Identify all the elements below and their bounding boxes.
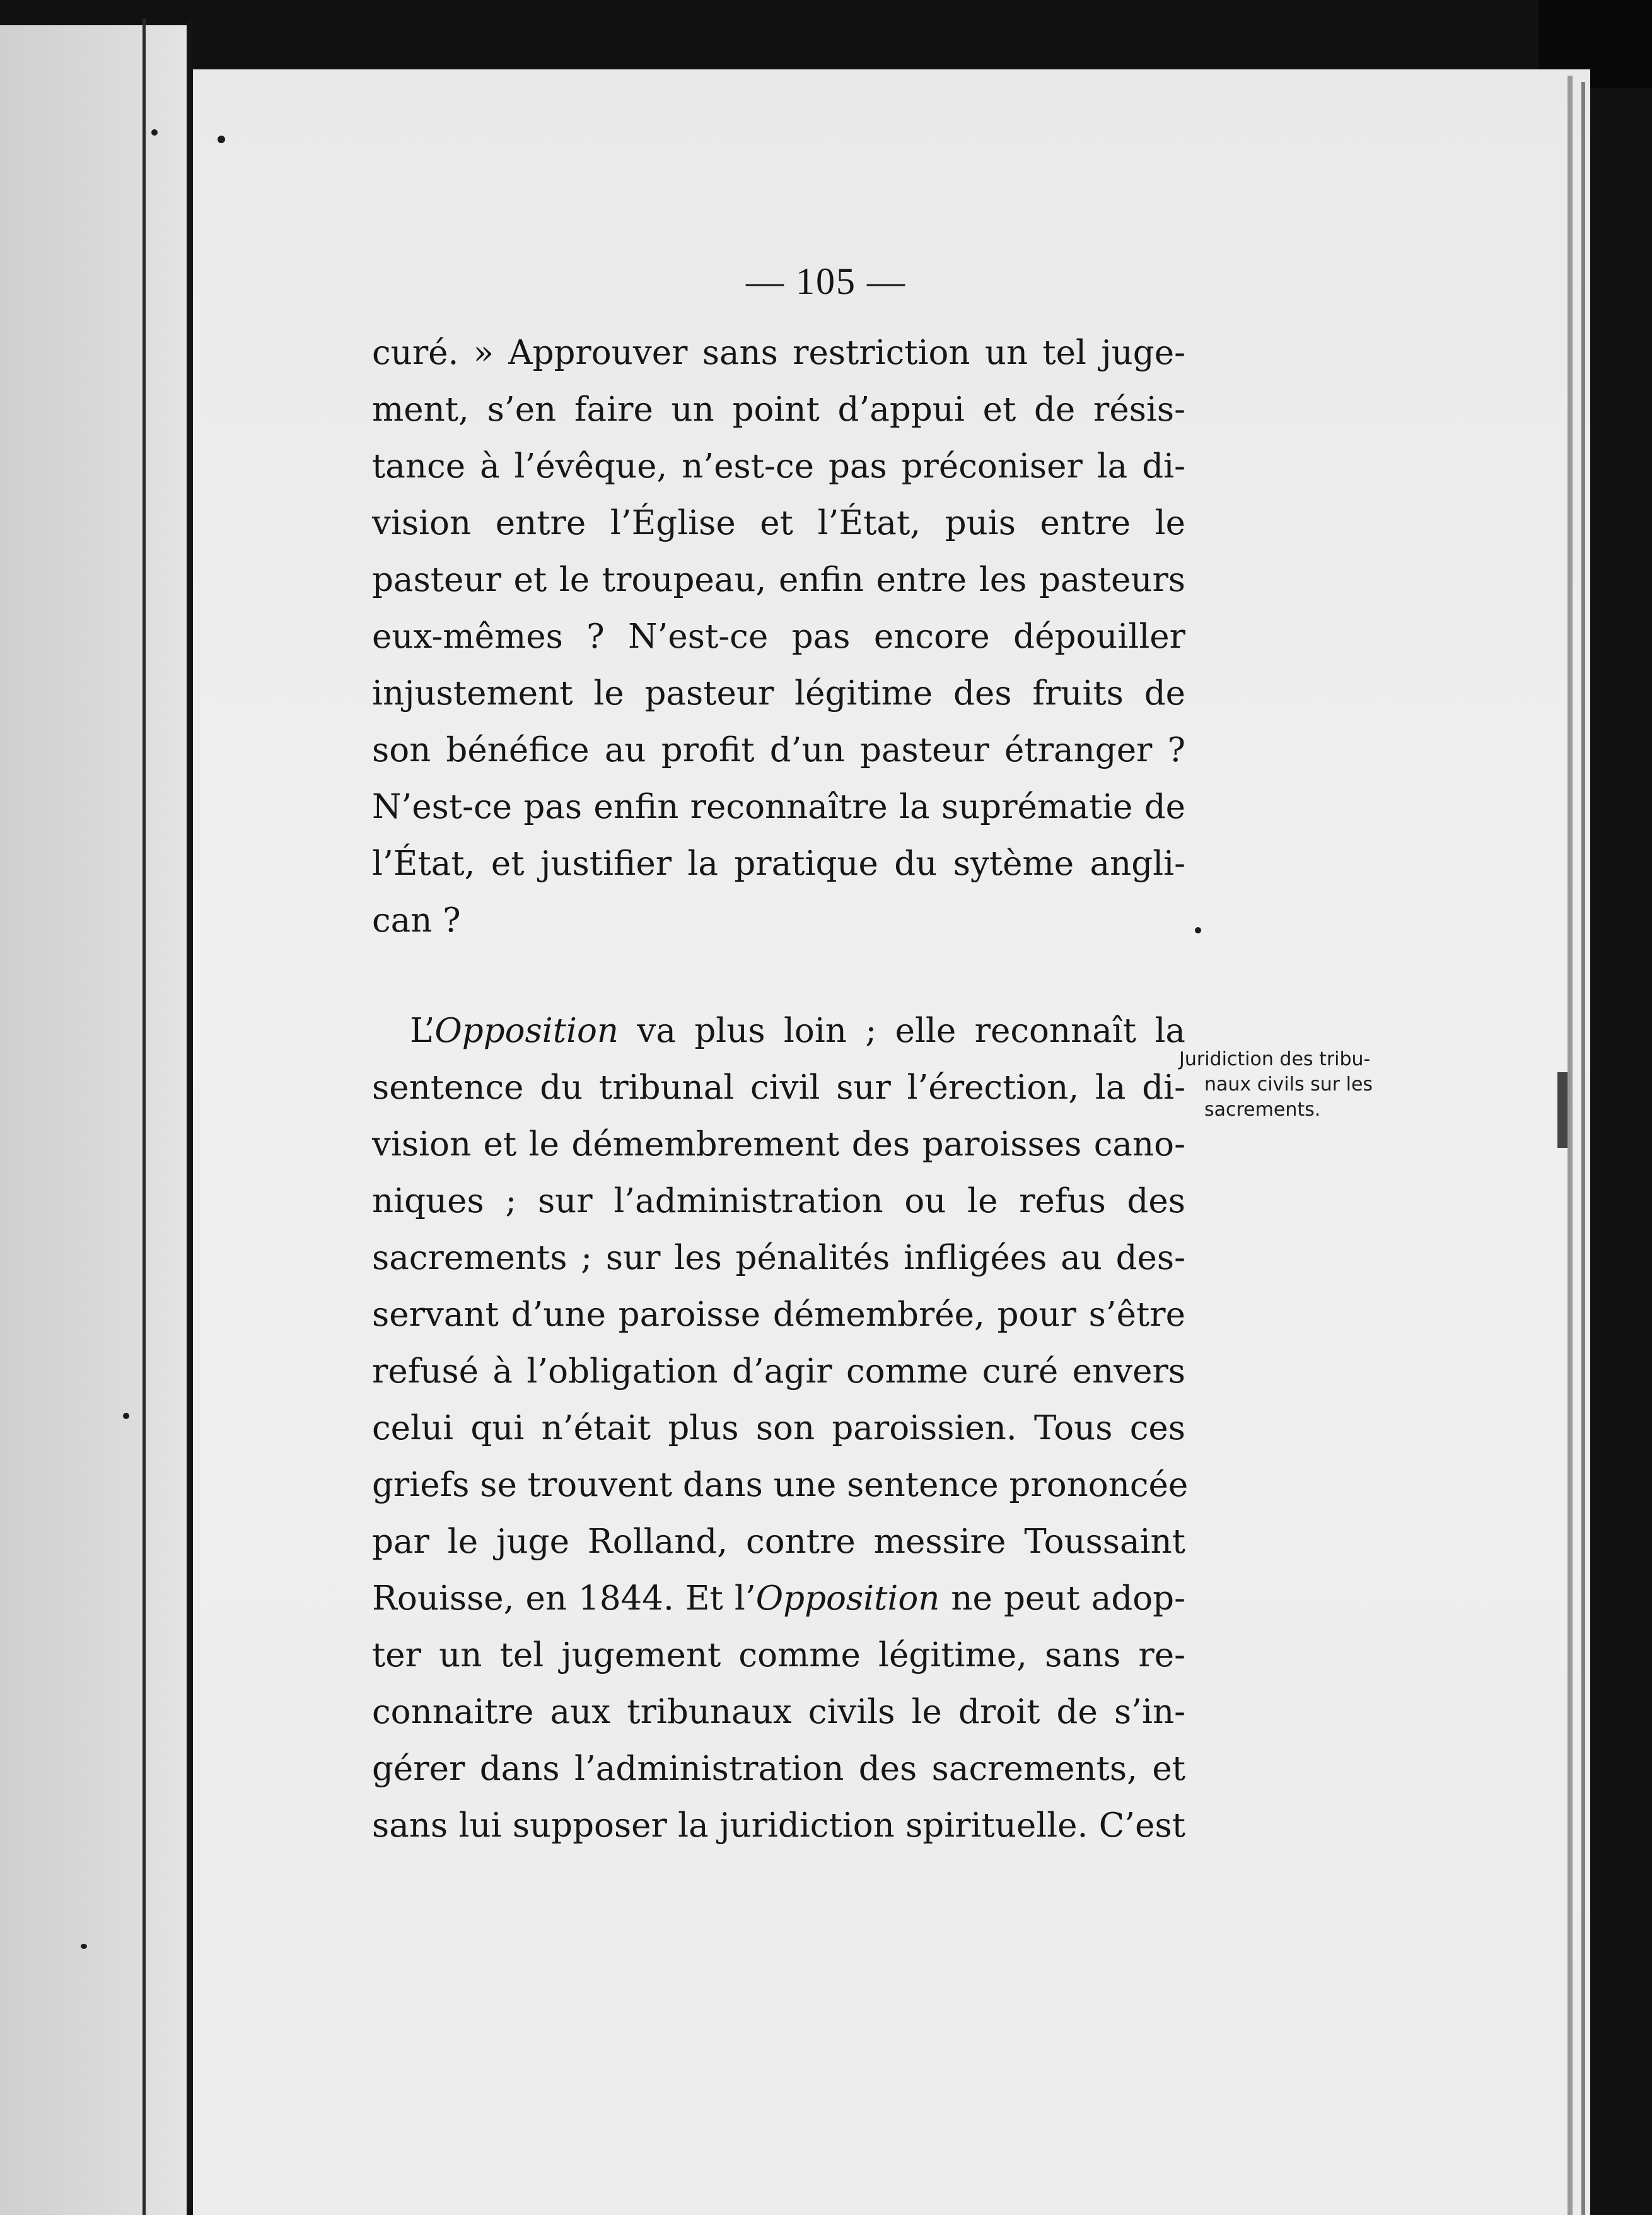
text-line: connaitre aux tribunaux civils le droit de s’in- (372, 1693, 1185, 1731)
text-line: tance à l’évêque, n’est-ce pas préconiser la di- (372, 447, 1185, 486)
text-fragment: Rouisse, en 1844. Et l’ (372, 1579, 756, 1618)
italic-title: Opposition (755, 1579, 940, 1618)
dust-speck (123, 1413, 129, 1419)
text-line: gérer dans l’administration des sacrements, et (372, 1750, 1185, 1788)
text-line: sentence du tribunal civil sur l’érection, la di- (372, 1068, 1185, 1107)
margin-note-line: Juridiction des tribu- (1179, 1048, 1371, 1070)
text-line (372, 1570, 1185, 1627)
text-line: l’État, et justifier la pratique du sytème angli- (372, 845, 1185, 883)
paragraph-1 (372, 325, 1185, 949)
text-line: N’est-ce pas enfin reconnaître la suprématie de (372, 788, 1185, 826)
edge-mark (1557, 1072, 1568, 1148)
text-line: servant d’une paroisse démembrée, pour s’être (372, 1295, 1185, 1334)
text-line: sacrements ; sur les pénalités infligées au des- (372, 1239, 1185, 1277)
text-line: injustement le pasteur légitime des fruits de (372, 674, 1185, 713)
text-fragment: L’ (410, 1012, 435, 1050)
text-line: celui qui n’était plus son paroissien. Tous ces (372, 1409, 1185, 1447)
page-number: — 105 — (746, 260, 906, 302)
dust-speck (218, 136, 225, 143)
text-line: niques ; sur l’administration ou le refus des (372, 1182, 1185, 1220)
text-line (372, 1003, 1185, 1060)
paragraph-2 (372, 1003, 1189, 1854)
text-line: ter un tel jugement comme légitime, sans re- (372, 1636, 1185, 1674)
margin-note-line: sacrements. (1204, 1099, 1321, 1121)
margin-note (1179, 1047, 1438, 1123)
text-line: son bénéfice au profit d’un pasteur étranger ? (372, 731, 1185, 769)
italic-title: Opposition (434, 1012, 619, 1050)
facing-page-edge (0, 25, 189, 2215)
text-line: eux-mêmes ? N’est-ce pas encore dépouiller (372, 617, 1185, 656)
text-line: ment, s’en faire un point d’appui et de résis- (372, 390, 1185, 429)
spine-line (187, 19, 193, 2215)
page-edge (1568, 76, 1573, 2215)
text-line: curé. » Approuver sans restriction un tel juge- (372, 334, 1185, 372)
text-line: can ? (372, 901, 461, 940)
text-line: vision et le démembrement des paroisses cano- (372, 1125, 1185, 1164)
text-line: sans lui supposer la juridiction spirituelle. C’est (372, 1806, 1185, 1845)
dust-speck (81, 1944, 87, 1949)
text-line: refusé à l’obligation d’agir comme curé envers (372, 1352, 1185, 1391)
text-line: griefs se trouvent dans une sentence prononcée (372, 1466, 1189, 1504)
text-line: vision entre l’Église et l’État, puis entre le (372, 504, 1185, 542)
text-line: pasteur et le troupeau, enfin entre les pasteurs (372, 561, 1185, 599)
text-fragment: va plus loin ; elle reconnaît la (619, 1012, 1185, 1050)
dust-speck (151, 129, 158, 136)
text-line: par le juge Rolland, contre messire Toussaint (372, 1522, 1185, 1561)
page-edge (1581, 82, 1585, 2215)
binding-line (143, 19, 146, 2215)
margin-note-line: naux civils sur les (1204, 1073, 1373, 1096)
dust-speck (1195, 927, 1201, 933)
text-fragment: ne peut adop- (939, 1579, 1185, 1618)
